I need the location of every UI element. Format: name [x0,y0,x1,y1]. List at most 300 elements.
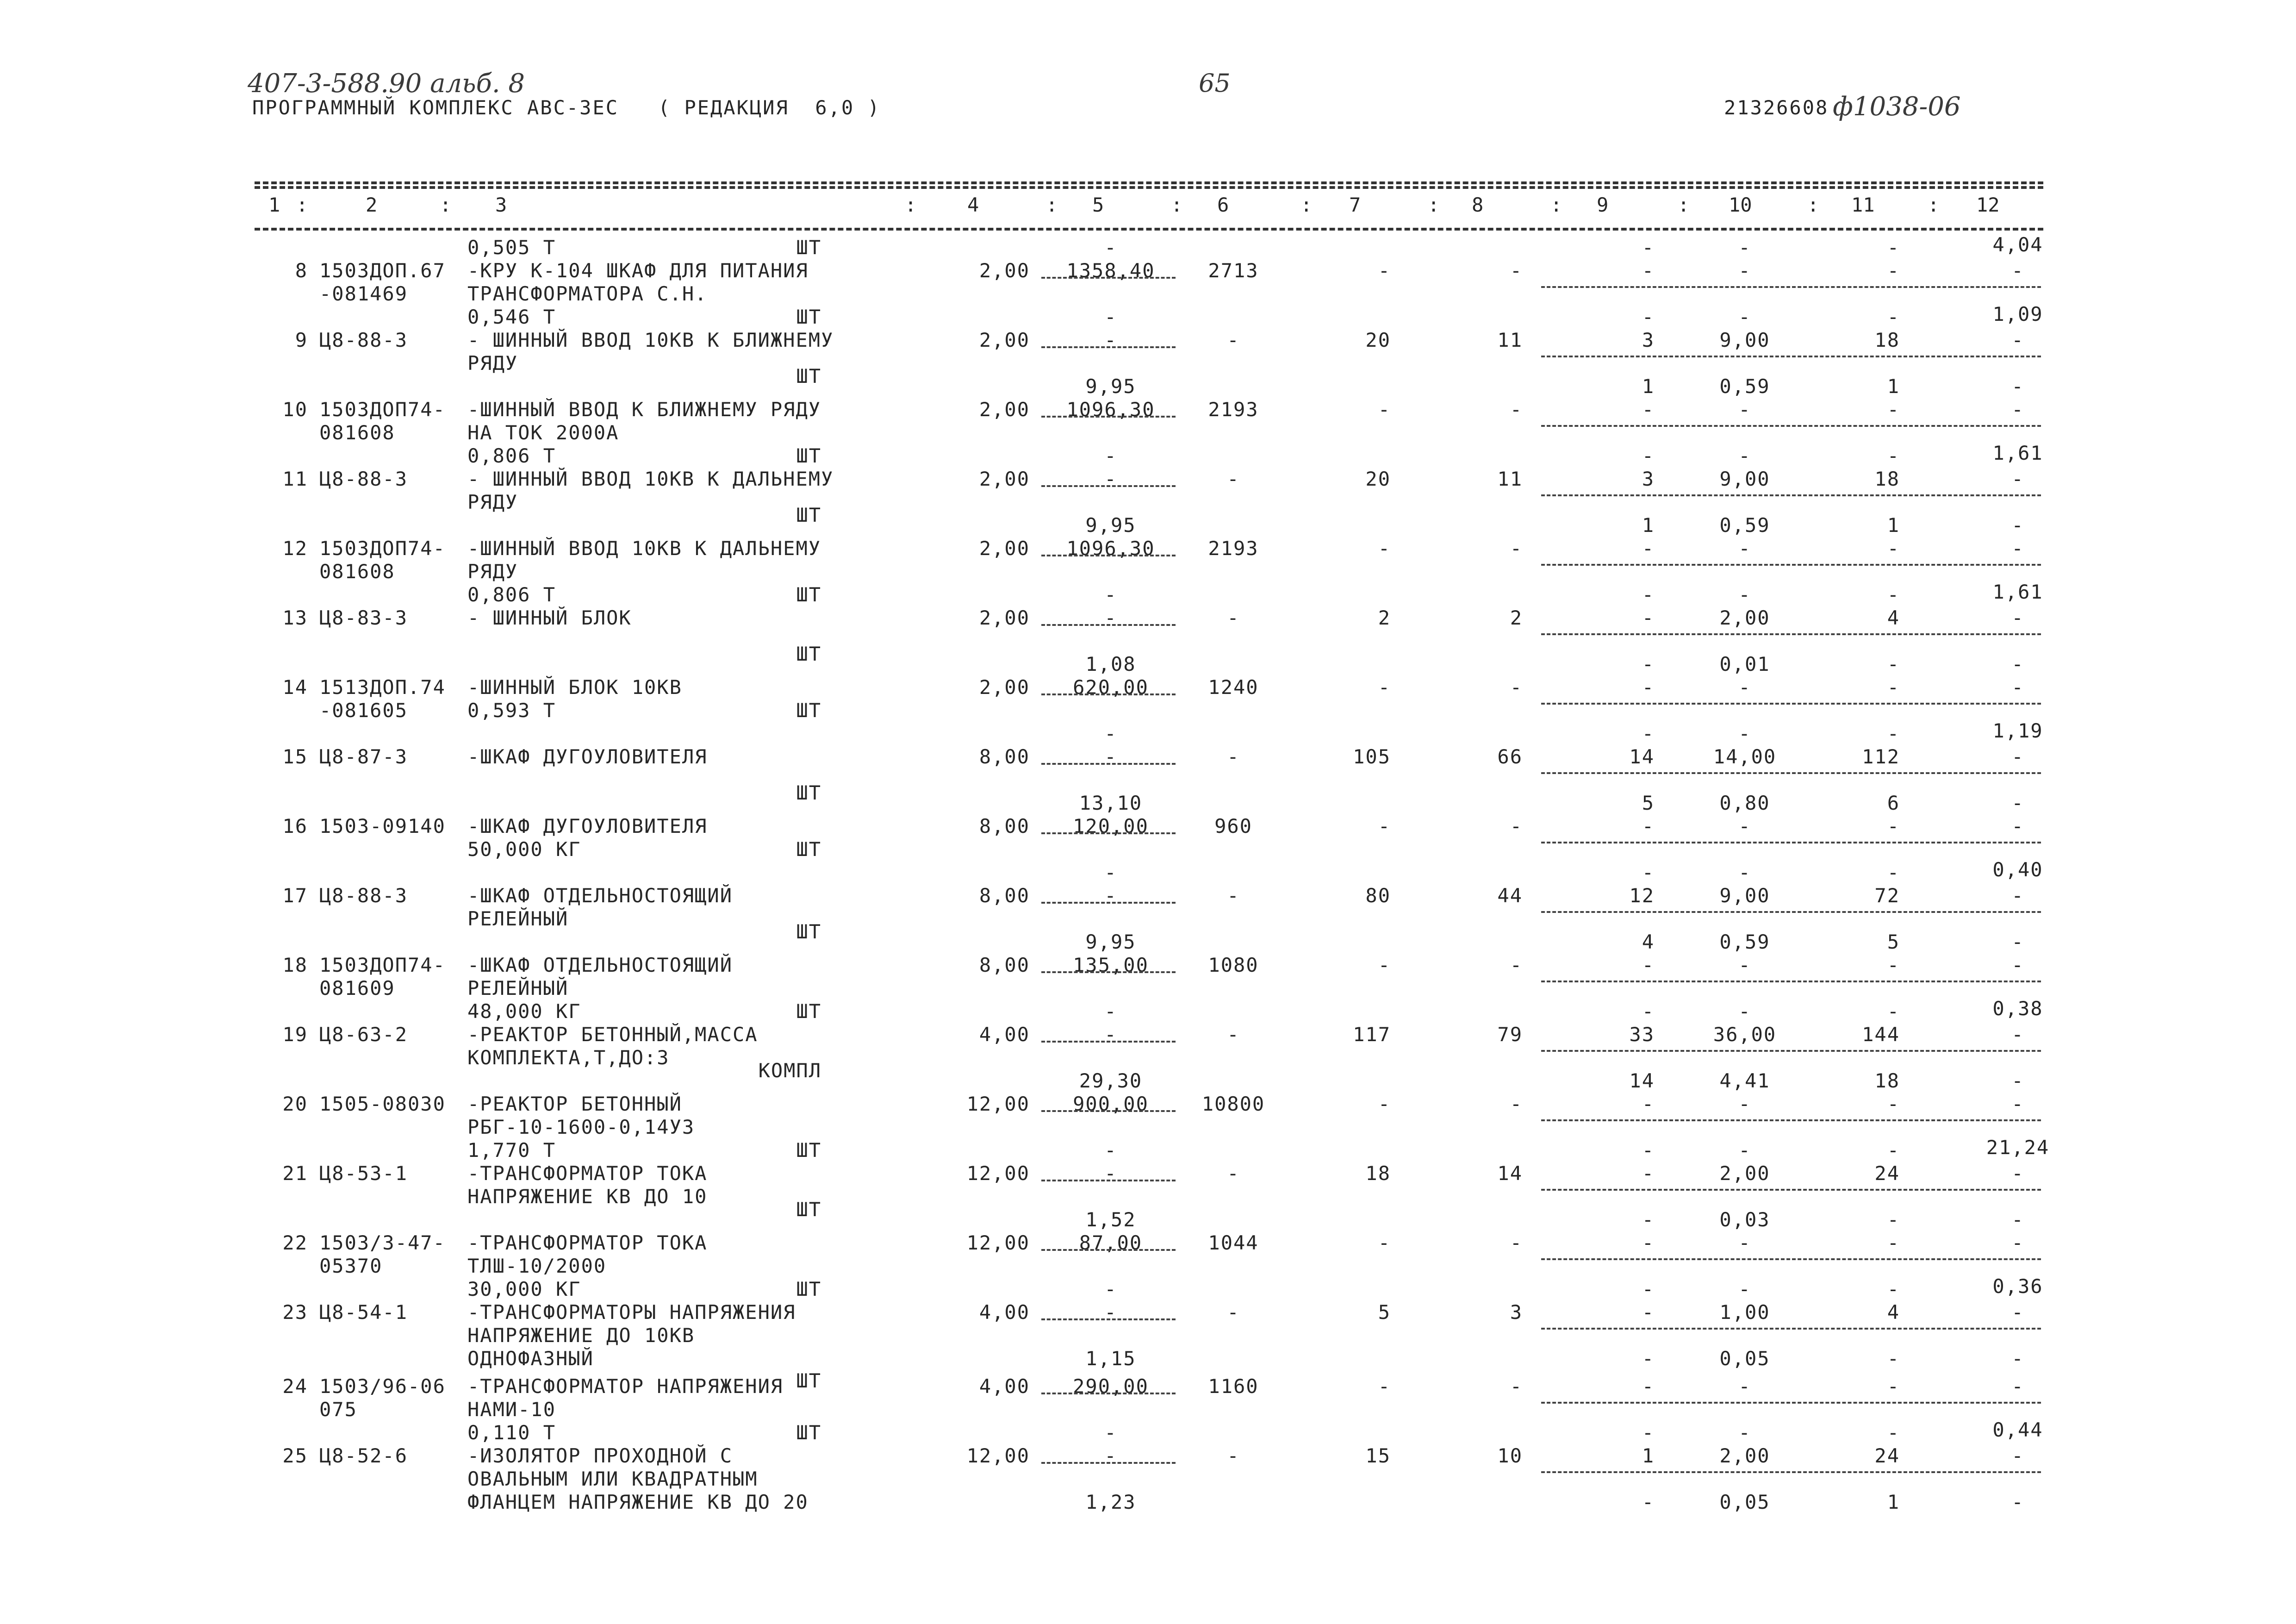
cell-c9-pre: - [1642,1421,1655,1444]
row-number: 21 [282,1162,308,1185]
cell-c12: - [2011,398,2024,421]
cell-c8: 79 [1497,1023,1523,1046]
resource-code-cont: 081608 [319,421,395,444]
column-header-9: 9 [1597,194,1609,216]
row-number: 13 [282,606,308,629]
column-separator: : [1046,194,1058,216]
cell-c10: - [1738,954,1751,976]
column-header-10: 10 [1729,194,1752,216]
cell-c12-pre: 0,38 [1992,997,2043,1020]
cell-c12: - [2011,676,2024,699]
cell-c9: - [1642,398,1655,421]
cell-c5-pre: - [1104,1421,1117,1444]
resource-code: Ц8-63-2 [319,1023,408,1046]
resource-name-cont: ОДНОФАЗНЫЙ [467,1347,594,1370]
column-header-12: 12 [1976,194,2000,216]
cell-c11: - [1887,1231,1900,1254]
cell-c9: - [1642,537,1655,560]
cell-c5: 87,00 [1079,1231,1143,1254]
row-number: 12 [282,537,308,560]
cell-c5-pre: - [1104,236,1117,259]
resource-name-cont: ФЛАНЦЕМ НАПРЯЖЕНИЕ КВ ДО 20 [467,1491,809,1513]
unit-tag: ШТ [796,1278,821,1300]
cell-c10: - [1738,1375,1751,1398]
resource-name-cont: ОВАЛЬНЫМ ИЛИ КВАДРАТНЫМ [467,1468,758,1490]
cell-c8: 11 [1497,329,1523,351]
unit-tag: ШТ [796,306,821,328]
cell-divider [1541,1402,2041,1404]
cell-c7: - [1378,815,1391,837]
resource-code: 1503ДОП74- [319,954,446,976]
cell-c7: 18 [1365,1162,1391,1185]
unit-weight: 1,770 Т [467,1139,556,1162]
unit-tag: ШТ [796,781,821,804]
cell-c9: - [1642,1301,1655,1324]
cell-c8: - [1510,676,1523,699]
cell-c11: 4 [1887,606,1900,629]
cell-c12: - [2011,884,2024,907]
cell-c10-sub: 0,01 [1719,653,1770,675]
cell-c6: - [1227,745,1240,768]
row-number: 22 [282,1231,308,1254]
cell-c11: 72 [1874,884,1900,907]
unit-weight: 0,546 Т [467,306,556,328]
resource-name: -ТРАНСФОРМАТОРЫ НАПРЯЖЕНИЯ [467,1301,796,1324]
row-number: 18 [282,954,308,976]
cell-c7: - [1378,537,1391,560]
cell-c12-pre: 1,61 [1992,581,2043,603]
resource-name-cont: РЕЛЕЙНЫЙ [467,907,569,930]
sum-underline [1041,1180,1176,1181]
resource-code: Ц8-52-6 [319,1444,408,1467]
resource-name: - ШИННЫЙ БЛОК [467,606,632,629]
cell-c9: 3 [1642,329,1655,351]
cell-c5-pre: - [1104,1139,1117,1162]
column-header-7: 7 [1349,194,1361,216]
cell-c7: - [1378,676,1391,699]
cell-c11-sub: - [1887,1347,1900,1370]
resource-name-cont: РЯДУ [467,352,518,375]
column-separator: : [1928,194,1940,216]
resource-code-cont: 05370 [319,1255,383,1277]
unit-tag: ШТ [796,1198,821,1221]
cell-c5: 290,00 [1073,1375,1149,1398]
cell-c9: 1 [1642,1444,1655,1467]
cell-c7: - [1378,398,1391,421]
cell-c10-sub: 0,05 [1719,1347,1770,1370]
resource-name-cont: РБГ-10-1600-0,14У3 [467,1116,695,1138]
sum-underline [1041,485,1176,487]
row-number: 25 [282,1444,308,1467]
cell-divider [1541,1189,2041,1191]
album-ref: 407-3-588.90 альб. 8 [248,69,525,99]
cell-c12: - [2011,1301,2024,1324]
cell-c11-sub: - [1887,1208,1900,1231]
cell-c12: - [2011,468,2024,490]
column-separator: : [1678,194,1690,216]
unit-weight: 30,000 КГ [467,1278,581,1300]
cell-c9-pre: - [1642,306,1655,328]
column-header-8: 8 [1472,194,1484,216]
cell-c5: - [1104,1023,1117,1046]
cell-c9-sub: 1 [1642,514,1655,537]
cell-c7: 15 [1365,1444,1391,1467]
row-number: 19 [282,1023,308,1046]
column-separator: : [440,194,452,216]
unit-tag: ШТ [796,1369,821,1392]
sum-underline [1041,763,1176,765]
cell-c9: - [1642,1375,1655,1398]
cell-divider [1541,633,2041,635]
cell-c12-sub: - [2011,1069,2024,1092]
cell-c9: 12 [1629,884,1655,907]
cell-c5-sub: 9,95 [1085,931,1136,953]
cell-c11: - [1887,676,1900,699]
cell-c8: - [1510,537,1523,560]
cell-c11: 112 [1862,745,1900,768]
cell-c12-pre: 0,36 [1992,1275,2043,1298]
cell-c11-pre: - [1887,1278,1900,1300]
sum-underline [1041,1110,1176,1112]
cell-c12-sub: - [2011,1208,2024,1231]
cell-c9-sub: 4 [1642,931,1655,953]
cell-c9-sub: 14 [1629,1069,1655,1092]
table-top-rule [255,181,2043,184]
page-number: 65 [1199,69,1231,98]
resource-name: -ШКАФ ДУГОУЛОВИТЕЛЯ [467,745,708,768]
cell-c5: - [1104,1444,1117,1467]
row-number: 20 [282,1093,308,1115]
cell-c9-pre: - [1642,444,1655,467]
resource-code: 1503-09140 [319,815,446,837]
resource-code: 1505-08030 [319,1093,446,1115]
cell-c6: 1240 [1208,676,1259,699]
cell-c12: - [2011,954,2024,976]
cell-c8: 3 [1510,1301,1523,1324]
cell-c5-pre: - [1104,1000,1117,1023]
cell-c11-pre: - [1887,1421,1900,1444]
cell-c8: - [1510,259,1523,282]
sum-underline [1041,693,1176,695]
cell-c12-pre: 1,19 [1992,719,2043,742]
cell-c10: - [1738,815,1751,837]
cell-c11: 144 [1862,1023,1900,1046]
unit-tag: ШТ [796,838,821,861]
cell-c5: 1358,40 [1066,259,1155,282]
unit-tag: ШТ [796,236,821,259]
cell-c7: - [1378,1231,1391,1254]
resource-code-cont: -081469 [319,282,408,305]
cell-c5: 135,00 [1073,954,1149,976]
cell-c5-sub: 1,08 [1085,653,1136,675]
resource-name: -ТРАНСФОРМАТОР ТОКА [467,1231,708,1254]
cell-c11: 4 [1887,1301,1900,1324]
column-separator: : [1171,194,1183,216]
column-header-2: 2 [366,194,378,216]
cell-c5-sub: 1,52 [1085,1208,1136,1231]
resource-code-cont: 081608 [319,560,395,583]
program-line: ПРОГРАММНЫЙ КОМПЛЕКС АВС-3ЕС ( РЕДАКЦИЯ 6,0 ) [252,96,881,119]
cell-c6: - [1227,884,1240,907]
cell-c12: - [2011,1093,2024,1115]
sum-underline [1041,1462,1176,1464]
cell-c5: 620,00 [1073,676,1149,699]
cell-c12-pre: 1,61 [1992,442,2043,464]
cell-c5: 1096,30 [1066,398,1155,421]
quantity: 12,00 [966,1231,1030,1254]
cell-divider [1541,981,2041,982]
quantity: 4,00 [979,1375,1030,1398]
cell-c12-pre: 1,09 [1992,303,2043,325]
cell-c11-pre: - [1887,1000,1900,1023]
row-number: 24 [282,1375,308,1398]
cell-c9: 3 [1642,468,1655,490]
cell-c11-sub: 18 [1874,1069,1900,1092]
cell-c10: 14,00 [1713,745,1777,768]
resource-name-cont: РЕЛЕЙНЫЙ [467,977,569,999]
cell-c9-pre: - [1642,1139,1655,1162]
cell-c8: - [1510,954,1523,976]
cell-c10-pre: - [1738,1139,1751,1162]
resource-name: -ШИННЫЙ ВВОД К БЛИЖНЕМУ РЯДУ [467,398,821,421]
sum-underline [1041,277,1176,279]
cell-c6: 1044 [1208,1231,1259,1254]
column-header-6: 6 [1217,194,1229,216]
cell-c5-pre: - [1104,583,1117,606]
resource-name-cont: ТЛШ-10/2000 [467,1255,607,1277]
cell-c10-pre: - [1738,1421,1751,1444]
cell-divider [1541,286,2041,288]
cell-c11: 18 [1874,329,1900,351]
cell-c6: - [1227,606,1240,629]
column-separator: : [1300,194,1313,216]
cell-divider [1541,1119,2041,1121]
resource-name-cont: НАПРЯЖЕНИЕ ДО 10КВ [467,1324,695,1347]
cell-c5: - [1104,606,1117,629]
cell-c10-pre: - [1738,1000,1751,1023]
resource-name: -ТРАНСФОРМАТОР ТОКА [467,1162,708,1185]
cell-c10: - [1738,398,1751,421]
resource-name-cont: НАМИ-10 [467,1398,556,1421]
cell-c11-pre: - [1887,722,1900,745]
cell-divider [1541,1050,2041,1052]
cell-c9: - [1642,815,1655,837]
cell-c7: 2 [1378,606,1391,629]
cell-c11-sub: - [1887,653,1900,675]
cell-c11-sub: 6 [1887,792,1900,814]
sum-underline [1041,902,1176,904]
cell-c12: - [2011,537,2024,560]
cell-c5-sub: 9,95 [1085,375,1136,398]
cell-c6: 10800 [1201,1093,1265,1115]
cell-c5: - [1104,1162,1117,1185]
row-number: 9 [295,329,308,351]
row-number: 15 [282,745,308,768]
resource-name: -ШКАФ ОТДЕЛЬНОСТОЯЩИЙ [467,954,733,976]
cell-c10: 2,00 [1719,1444,1770,1467]
cell-divider [1541,1471,2041,1473]
cell-c6: - [1227,1023,1240,1046]
resource-name-cont: КОМПЛЕКТА,Т,ДО:3 [467,1046,670,1069]
sum-underline [1041,832,1176,834]
cell-c9-pre: - [1642,583,1655,606]
cell-c9-pre: - [1642,1278,1655,1300]
cell-c7: 80 [1365,884,1391,907]
cell-c5: - [1104,329,1117,351]
row-number: 16 [282,815,308,837]
cell-c5-sub: 29,30 [1079,1069,1143,1092]
cell-c10: 9,00 [1719,468,1770,490]
resource-name: -ШИННЫЙ БЛОК 10КВ [467,676,682,699]
column-separator: : [1807,194,1819,216]
quantity: 12,00 [966,1093,1030,1115]
column-header-3: 3 [495,194,507,216]
cell-c6: 2193 [1208,537,1259,560]
cell-c6: 1080 [1208,954,1259,976]
cell-c9: 14 [1629,745,1655,768]
unit-weight: 0,110 Т [467,1421,556,1444]
cell-c9-pre: - [1642,1000,1655,1023]
resource-name: - ШИННЫЙ ВВОД 10КВ К ДАЛЬНЕМУ [467,468,834,490]
cell-c10-sub: 0,80 [1719,792,1770,814]
cell-c8: 10 [1497,1444,1523,1467]
cell-c12-pre: 4,04 [1992,233,2043,256]
cell-c11-pre: - [1887,583,1900,606]
cell-c10: 1,00 [1719,1301,1770,1324]
cell-c11: 24 [1874,1162,1900,1185]
cell-divider [1541,842,2041,843]
table-top-rule-2 [255,186,2043,189]
doc-code-hand: ф1038-06 [1833,92,1961,122]
column-separator: : [1550,194,1562,216]
resource-name: -ШКАФ ДУГОУЛОВИТЕЛЯ [467,815,708,837]
column-header-1: 1 [268,194,280,216]
resource-code: 1503ДОП74- [319,537,446,560]
cell-c12-sub: - [2011,514,2024,537]
cell-c6: - [1227,1444,1240,1467]
cell-c12: - [2011,259,2024,282]
cell-c5: - [1104,1301,1117,1324]
resource-code-cont: 081609 [319,977,395,999]
cell-c5: - [1104,468,1117,490]
resource-code: 1503/96-06 [319,1375,446,1398]
cell-c5: 1096,30 [1066,537,1155,560]
cell-c11: - [1887,954,1900,976]
cell-c6: 2193 [1208,398,1259,421]
row-number: 14 [282,676,308,699]
cell-divider [1541,772,2041,774]
cell-c7: - [1378,1093,1391,1115]
sum-underline [1041,346,1176,348]
cell-c9-sub: 1 [1642,375,1655,398]
resource-name: -КРУ К-104 ШКАФ ДЛЯ ПИТАНИЯ [467,259,809,282]
cell-c10-sub: 0,05 [1719,1491,1770,1513]
cell-divider [1541,356,2041,357]
unit-tag: ШТ [796,699,821,722]
cell-c9-sub: - [1642,1208,1655,1231]
cell-c11-pre: - [1887,236,1900,259]
cell-divider [1541,1328,2041,1330]
unit-tag: КОМПЛ [758,1059,821,1082]
cell-c10: 9,00 [1719,329,1770,351]
sum-underline [1041,416,1176,418]
cell-c10: - [1738,1093,1751,1115]
cell-divider [1541,1258,2041,1260]
doc-code: 21326608 [1724,96,1829,119]
cell-c10-sub: 0,59 [1719,375,1770,398]
resource-code-cont: -081605 [319,699,408,722]
cell-c12: - [2011,1162,2024,1185]
quantity: 2,00 [979,606,1030,629]
cell-c10-pre: - [1738,722,1751,745]
cell-c5-pre: - [1104,444,1117,467]
cell-c9-pre: - [1642,236,1655,259]
cell-c7: 105 [1353,745,1391,768]
resource-name: -ТРАНСФОРМАТОР НАПРЯЖЕНИЯ [467,1375,784,1398]
cell-c10: 2,00 [1719,1162,1770,1185]
cell-c10-pre: - [1738,583,1751,606]
cell-c7: - [1378,1375,1391,1398]
cell-c12-sub: - [2011,931,2024,953]
cell-c10-pre: - [1738,444,1751,467]
cell-c8: - [1510,1231,1523,1254]
quantity: 2,00 [979,259,1030,282]
column-header-4: 4 [967,194,979,216]
cell-c12: - [2011,1023,2024,1046]
cell-c12: - [2011,329,2024,351]
cell-c11-pre: - [1887,306,1900,328]
cell-divider [1541,425,2041,427]
resource-name: -ИЗОЛЯТОР ПРОХОДНОЙ С [467,1444,733,1467]
cell-c10: - [1738,259,1751,282]
cell-c8: 44 [1497,884,1523,907]
cell-c8: - [1510,815,1523,837]
cell-c7: 20 [1365,329,1391,351]
quantity: 8,00 [979,884,1030,907]
unit-tag: ШТ [796,1139,821,1162]
cell-c10-pre: - [1738,1278,1751,1300]
cell-c5-sub: 1,15 [1085,1347,1136,1370]
cell-c11-sub: 1 [1887,375,1900,398]
sum-underline [1041,555,1176,556]
quantity: 2,00 [979,468,1030,490]
cell-c11: - [1887,1093,1900,1115]
cell-c11-pre: - [1887,861,1900,884]
cell-c11: - [1887,259,1900,282]
unit-tag: ШТ [796,504,821,526]
cell-c5: 120,00 [1073,815,1149,837]
unit-tag: ШТ [796,920,821,943]
resource-code: Ц8-83-3 [319,606,408,629]
cell-c10-pre: - [1738,861,1751,884]
resource-code: Ц8-88-3 [319,884,408,907]
sum-underline [1041,1393,1176,1394]
cell-c8: - [1510,1375,1523,1398]
quantity: 2,00 [979,676,1030,699]
resource-code: 1503ДОП.67 [319,259,446,282]
column-separator: : [905,194,917,216]
row-number: 11 [282,468,308,490]
cell-c12: - [2011,745,2024,768]
cell-divider [1541,703,2041,705]
cell-c12-pre: 0,44 [1992,1418,2043,1441]
unit-tag: ШТ [796,444,821,467]
resource-name: -ШКАФ ОТДЕЛЬНОСТОЯЩИЙ [467,884,733,907]
cell-c11-pre: - [1887,1139,1900,1162]
cell-c9-pre: - [1642,861,1655,884]
resource-name-cont: НА ТОК 2000А [467,421,619,444]
resource-code: 1503/3-47- [319,1231,446,1254]
